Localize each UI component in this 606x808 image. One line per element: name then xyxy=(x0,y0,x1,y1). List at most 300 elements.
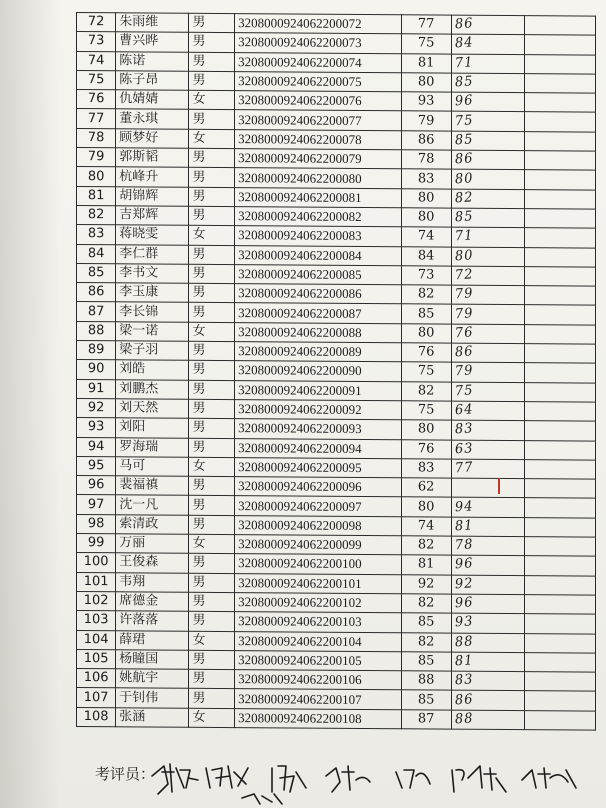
student-id: 3208000924062200090 xyxy=(235,361,402,381)
student-id: 3208000924062200079 xyxy=(235,149,402,169)
student-gender: 男 xyxy=(189,669,235,689)
student-name: 陈子昂 xyxy=(116,71,189,91)
empty-cell xyxy=(524,652,595,672)
handwritten-score-text: 86 xyxy=(454,691,474,709)
row-number: 85 xyxy=(77,263,116,283)
handwritten-score-text: 85 xyxy=(454,208,474,226)
student-id: 3208000924062200099 xyxy=(235,535,402,555)
empty-cell xyxy=(524,440,595,460)
handwritten-score-text: 63 xyxy=(454,440,474,458)
student-id: 3208000924062200084 xyxy=(235,245,402,265)
student-name: 刘皓 xyxy=(116,360,189,380)
empty-cell xyxy=(524,479,595,499)
empty-cell xyxy=(524,595,595,615)
student-id: 3208000924062200105 xyxy=(235,650,402,670)
student-gender: 女 xyxy=(189,129,235,149)
student-name: 蒋晓雯 xyxy=(116,225,189,245)
empty-cell xyxy=(524,363,595,383)
student-gender: 女 xyxy=(189,708,235,728)
handwritten-score-text: 93 xyxy=(454,614,474,631)
row-number: 80 xyxy=(77,167,116,187)
row-number: 75 xyxy=(77,70,116,90)
handwritten-score-text: 88 xyxy=(454,633,474,651)
student-id: 3208000924062200093 xyxy=(235,419,402,439)
empty-cell xyxy=(524,633,595,653)
student-name: 朱雨维 xyxy=(116,13,189,33)
empty-cell xyxy=(524,324,595,344)
student-gender: 男 xyxy=(189,438,235,458)
student-gender: 男 xyxy=(189,303,235,323)
handwritten-score-text: 83 xyxy=(454,421,474,439)
student-gender: 女 xyxy=(189,534,235,554)
handwritten-score-text: 79 xyxy=(454,363,474,381)
student-id: 3208000924062200098 xyxy=(235,515,402,535)
score-handwritten xyxy=(451,575,524,595)
score-printed: 82 xyxy=(401,632,451,652)
student-name: 李仁群 xyxy=(116,244,189,264)
empty-cell xyxy=(524,247,595,267)
empty-cell xyxy=(524,691,595,711)
empty-cell xyxy=(524,74,595,94)
student-gender: 男 xyxy=(189,283,235,303)
score-printed: 88 xyxy=(401,671,451,691)
score-handwritten xyxy=(451,633,524,653)
student-gender: 男 xyxy=(189,148,235,168)
empty-cell xyxy=(524,710,595,730)
score-handwritten xyxy=(451,613,524,633)
student-name: 胡锦辉 xyxy=(116,186,189,206)
score-printed: 80 xyxy=(401,208,451,228)
empty-cell xyxy=(524,402,595,422)
empty-cell xyxy=(524,170,595,190)
student-id: 3208000924062200075 xyxy=(235,71,402,91)
score-handwritten xyxy=(451,652,524,672)
student-id: 3208000924062200080 xyxy=(235,168,402,188)
empty-cell xyxy=(524,517,595,537)
student-gender: 男 xyxy=(189,380,235,400)
student-name: 王俊森 xyxy=(116,553,189,573)
score-handwritten xyxy=(451,671,524,691)
student-name: 仇婧婧 xyxy=(116,90,189,110)
score-handwritten xyxy=(451,73,524,93)
student-id: 3208000924062200102 xyxy=(235,593,402,613)
score-handwritten xyxy=(451,169,524,189)
handwritten-score-text: 94 xyxy=(454,498,474,516)
row-number: 78 xyxy=(77,128,116,148)
score-handwritten xyxy=(451,517,524,537)
student-gender: 男 xyxy=(189,515,235,535)
handwritten-score-text: 88 xyxy=(454,710,474,728)
handwritten-score-text: 85 xyxy=(454,73,474,91)
score-printed: 83 xyxy=(401,169,451,189)
score-handwritten xyxy=(451,420,524,440)
score-handwritten xyxy=(451,131,524,151)
examiner-label: 考评员： xyxy=(95,765,156,783)
score-printed: 85 xyxy=(401,690,451,710)
row-number: 95 xyxy=(77,456,116,476)
student-gender: 男 xyxy=(189,592,235,612)
score-printed: 92 xyxy=(401,574,451,594)
student-id: 3208000924062200097 xyxy=(235,496,402,516)
handwritten-score-text: 86 xyxy=(454,150,474,168)
student-id: 3208000924062200089 xyxy=(235,342,402,362)
student-name: 曹兴晔 xyxy=(116,32,189,52)
student-id: 3208000924062200103 xyxy=(235,612,402,632)
row-number: 100 xyxy=(77,553,116,573)
score-handwritten xyxy=(451,54,524,74)
handwritten-score-text: 86 xyxy=(454,15,474,33)
handwritten-score-text: 82 xyxy=(454,189,474,207)
student-name: 韦翔 xyxy=(116,572,189,592)
score-printed: 73 xyxy=(401,266,451,286)
student-id: 3208000924062200078 xyxy=(235,129,402,149)
score-printed: 74 xyxy=(401,227,451,247)
row-number: 86 xyxy=(77,283,116,303)
student-id: 3208000924062200101 xyxy=(235,573,402,593)
student-name: 张涵 xyxy=(116,707,189,727)
empty-cell xyxy=(524,305,595,325)
student-gender: 男 xyxy=(189,33,235,53)
student-id: 3208000924062200094 xyxy=(235,438,402,458)
student-name: 李玉康 xyxy=(116,283,189,303)
score-handwritten xyxy=(451,247,524,267)
empty-cell xyxy=(524,537,595,557)
student-id: 3208000924062200104 xyxy=(235,631,402,651)
student-name: 裴福禛 xyxy=(116,476,189,496)
score-printed: 78 xyxy=(401,150,451,170)
score-printed: 75 xyxy=(401,362,451,382)
score-handwritten xyxy=(451,150,524,170)
student-name: 陈诺 xyxy=(116,51,189,71)
row-number: 101 xyxy=(77,572,116,592)
student-id: 3208000924062200081 xyxy=(235,187,402,207)
score-printed: 85 xyxy=(401,304,451,324)
student-name: 顾梦好 xyxy=(116,129,189,149)
row-number: 81 xyxy=(77,186,116,206)
row-number: 79 xyxy=(77,148,116,168)
score-printed: 75 xyxy=(401,34,451,54)
row-number: 84 xyxy=(77,244,116,264)
score-handwritten xyxy=(451,34,524,54)
student-id: 3208000924062200100 xyxy=(235,554,402,574)
student-gender: 男 xyxy=(189,611,235,631)
row-number: 108 xyxy=(77,707,116,727)
row-number: 90 xyxy=(77,360,116,380)
empty-cell xyxy=(524,575,595,595)
student-name: 刘鹏杰 xyxy=(116,379,189,399)
row-number: 94 xyxy=(77,437,116,457)
row-number: 98 xyxy=(77,514,116,534)
score-handwritten xyxy=(451,440,524,460)
student-gender: 男 xyxy=(189,187,235,207)
handwritten-score-text: 80 xyxy=(454,247,474,265)
handwritten-score-text: 81 xyxy=(454,652,474,670)
row-number: 93 xyxy=(77,418,116,438)
student-id: 3208000924062200091 xyxy=(235,380,402,400)
student-name: 郭斯韬 xyxy=(116,148,189,168)
score-handwritten xyxy=(451,324,524,344)
student-gender: 男 xyxy=(189,245,235,265)
grades-table-body xyxy=(77,13,596,731)
score-printed: 85 xyxy=(401,613,451,633)
score-handwritten xyxy=(451,536,524,556)
student-name: 董永琪 xyxy=(116,109,189,129)
student-gender: 女 xyxy=(189,322,235,342)
student-gender: 男 xyxy=(189,573,235,593)
empty-cell xyxy=(524,266,595,286)
handwritten-score-text: 79 xyxy=(454,286,474,303)
score-handwritten xyxy=(451,459,524,479)
score-printed: 82 xyxy=(401,381,451,401)
handwritten-score-text: 92 xyxy=(454,575,474,593)
score-printed: 80 xyxy=(401,73,451,93)
score-printed: 80 xyxy=(401,420,451,440)
handwritten-score-text: 75 xyxy=(454,112,474,130)
student-name: 梁子羽 xyxy=(116,341,189,361)
row-number: 72 xyxy=(77,13,116,33)
student-gender: 男 xyxy=(189,476,235,496)
student-gender: 男 xyxy=(189,361,235,381)
student-gender: 男 xyxy=(189,341,235,361)
score-handwritten xyxy=(451,691,524,711)
score-printed: 80 xyxy=(401,497,451,517)
student-gender: 男 xyxy=(189,419,235,439)
score-printed: 82 xyxy=(401,285,451,305)
handwritten-score-text: 76 xyxy=(454,324,474,342)
empty-cell xyxy=(524,35,595,55)
student-name: 罗海瑞 xyxy=(116,437,189,457)
row-number: 76 xyxy=(77,90,116,110)
score-printed: 93 xyxy=(401,92,451,112)
student-id: 3208000924062200074 xyxy=(235,52,402,72)
student-name: 姚航宇 xyxy=(116,669,189,689)
score-printed: 77 xyxy=(401,15,451,35)
score-handwritten xyxy=(451,112,524,132)
handwritten-score-text: 72 xyxy=(454,266,474,284)
score-handwritten xyxy=(451,305,524,325)
student-id: 3208000924062200083 xyxy=(235,226,402,246)
handwritten-score-text: 83 xyxy=(454,671,474,689)
student-gender: 男 xyxy=(189,554,235,574)
score-printed: 82 xyxy=(401,594,451,614)
student-name: 刘阳 xyxy=(116,418,189,438)
handwritten-score-text: 86 xyxy=(454,343,474,361)
student-id: 3208000924062200108 xyxy=(235,708,402,728)
row-number: 104 xyxy=(77,630,116,650)
row-number: 82 xyxy=(77,205,116,225)
score-handwritten xyxy=(451,555,524,575)
student-name: 许落落 xyxy=(116,611,189,631)
score-printed: 83 xyxy=(401,459,451,479)
empty-cell xyxy=(524,16,595,36)
student-id: 3208000924062200087 xyxy=(235,303,402,323)
score-handwritten xyxy=(451,189,524,209)
row-number: 88 xyxy=(77,321,116,341)
student-id: 3208000924062200106 xyxy=(235,670,402,690)
score-handwritten xyxy=(451,362,524,382)
score-printed: 62 xyxy=(401,478,451,498)
row-number: 89 xyxy=(77,341,116,361)
row-number: 99 xyxy=(77,534,116,554)
empty-cell xyxy=(524,228,595,248)
row-number: 103 xyxy=(77,611,116,631)
student-name: 杨瞳国 xyxy=(116,650,189,670)
row-number: 73 xyxy=(77,32,116,52)
row-number: 96 xyxy=(77,476,116,496)
handwritten-score-text: 71 xyxy=(454,54,474,72)
page-shadow xyxy=(0,0,60,808)
student-name: 索清政 xyxy=(116,514,189,534)
score-printed: 86 xyxy=(401,131,451,151)
student-name: 刘天然 xyxy=(116,399,189,419)
score-handwritten xyxy=(451,594,524,614)
row-number: 102 xyxy=(77,591,116,611)
empty-cell xyxy=(524,382,595,402)
handwritten-score-text: 81 xyxy=(454,517,474,535)
student-name: 席德金 xyxy=(116,592,189,612)
empty-cell xyxy=(524,421,595,441)
student-name: 吉郑辉 xyxy=(116,206,189,226)
score-printed: 76 xyxy=(401,343,451,363)
row-number: 77 xyxy=(77,109,116,129)
empty-cell xyxy=(524,614,595,634)
score-handwritten xyxy=(451,478,524,498)
row-number: 106 xyxy=(77,669,116,689)
student-gender: 男 xyxy=(189,52,235,72)
score-printed: 84 xyxy=(401,246,451,266)
student-id: 3208000924062200073 xyxy=(235,33,402,53)
score-handwritten xyxy=(451,92,524,112)
student-name: 马可 xyxy=(116,457,189,477)
handwritten-score-text: 80 xyxy=(454,170,474,188)
student-gender: 男 xyxy=(189,71,235,91)
examiner-signatures xyxy=(150,758,590,806)
student-gender: 女 xyxy=(189,631,235,651)
handwritten-score-text: 71 xyxy=(454,228,474,246)
student-name: 万丽 xyxy=(116,534,189,554)
handwritten-score-text: 84 xyxy=(454,35,474,53)
row-number: 105 xyxy=(77,649,116,669)
empty-cell xyxy=(524,556,595,576)
student-id: 3208000924062200076 xyxy=(235,91,402,111)
empty-cell xyxy=(524,459,595,479)
student-gender: 男 xyxy=(189,496,235,516)
student-name: 杭峰升 xyxy=(116,167,189,187)
score-handwritten xyxy=(451,382,524,402)
student-id: 3208000924062200085 xyxy=(235,264,402,284)
score-printed: 75 xyxy=(401,401,451,421)
student-gender: 女 xyxy=(189,226,235,246)
handwritten-score-text: 96 xyxy=(454,93,474,110)
student-gender: 男 xyxy=(189,110,235,130)
score-printed: 80 xyxy=(401,188,451,208)
score-handwritten xyxy=(451,343,524,363)
score-printed: 82 xyxy=(401,536,451,556)
student-gender: 男 xyxy=(189,689,235,709)
student-id: 3208000924062200092 xyxy=(235,400,402,420)
handwritten-score-text: 75 xyxy=(454,382,474,400)
table-row xyxy=(77,707,596,730)
grades-table xyxy=(76,12,596,731)
score-handwritten xyxy=(451,401,524,421)
student-gender: 男 xyxy=(189,264,235,284)
score-printed: 80 xyxy=(401,324,451,344)
student-gender: 男 xyxy=(189,650,235,670)
student-gender: 男 xyxy=(189,399,235,419)
student-id: 32080009240622000​72 xyxy=(235,14,402,34)
score-printed: 81 xyxy=(401,555,451,575)
empty-cell xyxy=(524,131,595,151)
handwritten-score-text: 85 xyxy=(454,131,474,149)
empty-cell xyxy=(524,209,595,229)
score-printed: 85 xyxy=(401,652,451,672)
student-gender: 男 xyxy=(189,206,235,226)
student-name: 于钊伟 xyxy=(116,688,189,708)
score-printed: 87 xyxy=(401,709,451,729)
empty-cell xyxy=(524,672,595,692)
score-handwritten xyxy=(451,498,524,518)
row-number: 91 xyxy=(77,379,116,399)
score-printed: 81 xyxy=(401,53,451,73)
score-handwritten xyxy=(451,285,524,305)
score-printed: 76 xyxy=(401,439,451,459)
handwritten-score-text: 96 xyxy=(454,594,474,612)
student-gender: 男 xyxy=(189,168,235,188)
handwritten-score-text: 96 xyxy=(454,556,474,574)
handwritten-score-text: 77 xyxy=(454,459,474,477)
empty-cell xyxy=(524,344,595,364)
student-name: 薛珺 xyxy=(116,630,189,650)
score-handwritten xyxy=(451,208,524,228)
red-pen-mark xyxy=(498,478,500,494)
empty-cell xyxy=(524,54,595,74)
student-id: 3208000924062200088 xyxy=(235,322,402,342)
handwritten-score-text: 64 xyxy=(454,401,474,419)
score-handwritten xyxy=(451,15,524,35)
student-name: 李书文 xyxy=(116,264,189,284)
student-id: 3208000924062200077 xyxy=(235,110,402,130)
score-printed: 74 xyxy=(401,516,451,536)
student-gender: 男 xyxy=(189,13,235,33)
student-name: 李长锦 xyxy=(116,302,189,322)
row-number: 97 xyxy=(77,495,116,515)
student-id: 3208000924062200082 xyxy=(235,207,402,227)
handwritten-score-text: 78 xyxy=(454,536,474,554)
student-id: 3208000924062200095 xyxy=(235,457,402,477)
empty-cell xyxy=(524,93,595,113)
empty-cell xyxy=(524,151,595,171)
row-number: 87 xyxy=(77,302,116,322)
score-handwritten xyxy=(451,266,524,286)
empty-cell xyxy=(524,498,595,518)
empty-cell xyxy=(524,189,595,209)
row-number: 92 xyxy=(77,398,116,418)
score-handwritten xyxy=(451,710,524,730)
student-gender: 女 xyxy=(189,90,235,110)
empty-cell xyxy=(524,112,595,132)
student-id: 3208000924062200086 xyxy=(235,284,402,304)
student-name: 梁一诺 xyxy=(116,322,189,342)
student-name: 沈一凡 xyxy=(116,495,189,515)
row-number: 83 xyxy=(77,225,116,245)
score-handwritten xyxy=(451,227,524,247)
student-id: 3208000924062200107 xyxy=(235,689,402,709)
handwritten-score-text: 79 xyxy=(454,305,474,323)
empty-cell xyxy=(524,286,595,306)
score-printed: 79 xyxy=(401,111,451,131)
row-number: 74 xyxy=(77,51,116,71)
student-id: 3208000924062200096 xyxy=(235,477,402,497)
